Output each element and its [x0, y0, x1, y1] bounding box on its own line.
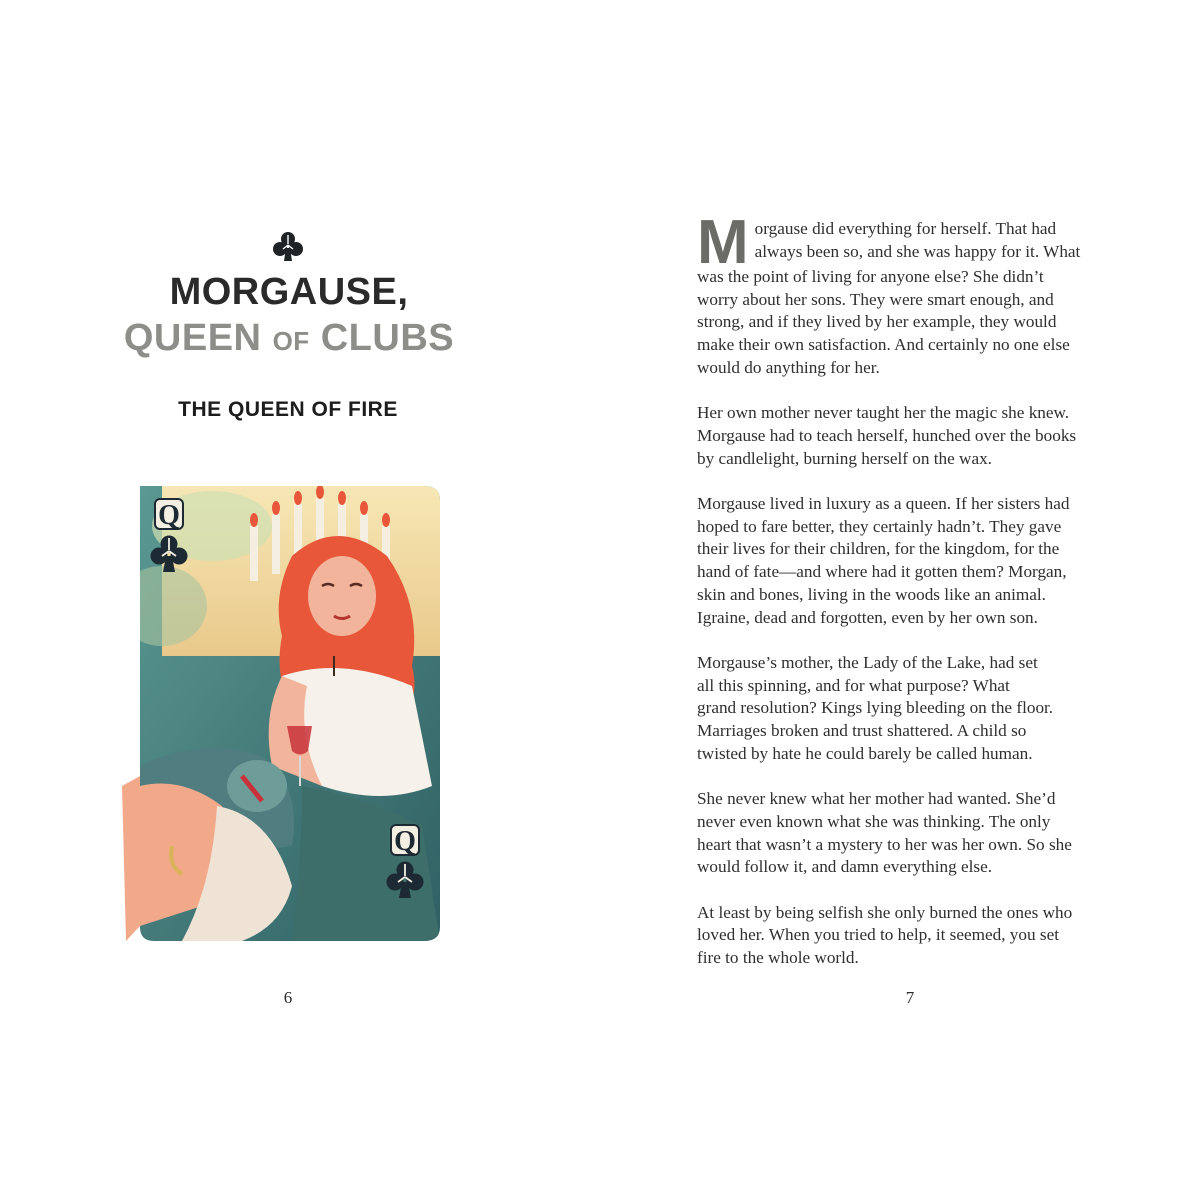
- text-line: twisted by hate he could barely be called human.: [697, 743, 1033, 763]
- card-corner-top: [148, 498, 190, 574]
- club-icon: [149, 534, 189, 574]
- text-line: strong, and if they lived by her example, they would: [697, 312, 1057, 332]
- text-line: would do anything for her.: [697, 357, 880, 377]
- text-line: Marriages broken and trust shattered. A child so: [697, 721, 1027, 741]
- chapter-title: MORGAUSE,: [169, 271, 409, 313]
- chapter-title-subline: [0, 316, 578, 363]
- text-line: their lives for their children, for the kingdom, for the: [697, 539, 1060, 559]
- text-line: hand of fate—and where had it gotten them? Morgan,: [697, 562, 1067, 582]
- title-word-queen: QUEEN: [123, 317, 273, 359]
- text-line: make their own satisfaction. And certainly no one else: [697, 335, 1070, 355]
- paragraph-1: [697, 208, 1127, 380]
- text-line: orgause did everything for herself. That had: [754, 219, 1057, 238]
- title-word-of: OF: [272, 326, 310, 356]
- paragraph-6: [697, 902, 1127, 970]
- right-page-body: [697, 208, 1127, 992]
- text-line: At least by being selfish she only burned the ones who: [697, 902, 1073, 922]
- title-word-clubs: CLUBS: [309, 317, 455, 359]
- text-line: was the point of living for anyone else? She didn’t: [697, 267, 1044, 286]
- card-rank-label: Q: [154, 498, 184, 530]
- text-line: She never knew what her mother had wanted. She’d: [697, 789, 1056, 809]
- chapter-subtitle: THE QUEEN OF FIRE: [178, 398, 398, 421]
- drop-cap: M: [697, 208, 749, 277]
- text-line: would follow it, and damn everything else.: [697, 857, 992, 877]
- text-line: fire to the whole world.: [697, 948, 859, 968]
- text-line: hoped to fare better, they certainly hadn’t. They gave: [697, 516, 1062, 536]
- paragraph-3: [697, 493, 1127, 629]
- club-icon: [271, 230, 305, 264]
- page-number-left: 6: [283, 988, 293, 1007]
- text-line: never even known what she was thinking. The only: [697, 811, 1051, 831]
- text-line: skin and bones, living in the woods like an animal.: [697, 584, 1046, 604]
- queen-card-illustration: [140, 486, 436, 941]
- paragraph-2: [697, 402, 1127, 470]
- text-line: Morgause’s mother, the Lady of the Lake, had set: [697, 652, 1038, 672]
- page-number-right: 7: [905, 988, 915, 1007]
- text-line: Morgause lived in luxury as a queen. If her sisters had: [697, 494, 1070, 513]
- text-line: worry about her sons. They were smart enough, and: [697, 289, 1054, 309]
- text-line: Morgause had to teach herself, hunched over the books: [697, 425, 1077, 445]
- paragraph-5: [697, 788, 1127, 879]
- text-line: always been so, and she was happy for it. What: [754, 241, 1081, 261]
- text-line: loved her. When you tried to help, it seemed, you set: [697, 925, 1059, 945]
- text-line: heart that wasn’t a mystery to her was her own. So she: [697, 834, 1072, 854]
- card-corner-bottom: [384, 824, 426, 900]
- text-line: Her own mother never taught her the magic she knew.: [697, 403, 1070, 423]
- text-line: Igraine, dead and forgotten, even by her own son.: [697, 607, 1038, 627]
- text-line: grand resolution? Kings lying bleeding on the floor.: [697, 698, 1054, 718]
- club-icon: [385, 860, 425, 900]
- text-line: by candlelight, burning herself on the wax.: [697, 448, 992, 468]
- text-line: all this spinning, and for what purpose? What: [697, 675, 1010, 695]
- card-rank-label: Q: [390, 824, 420, 856]
- paragraph-4: [697, 652, 1127, 766]
